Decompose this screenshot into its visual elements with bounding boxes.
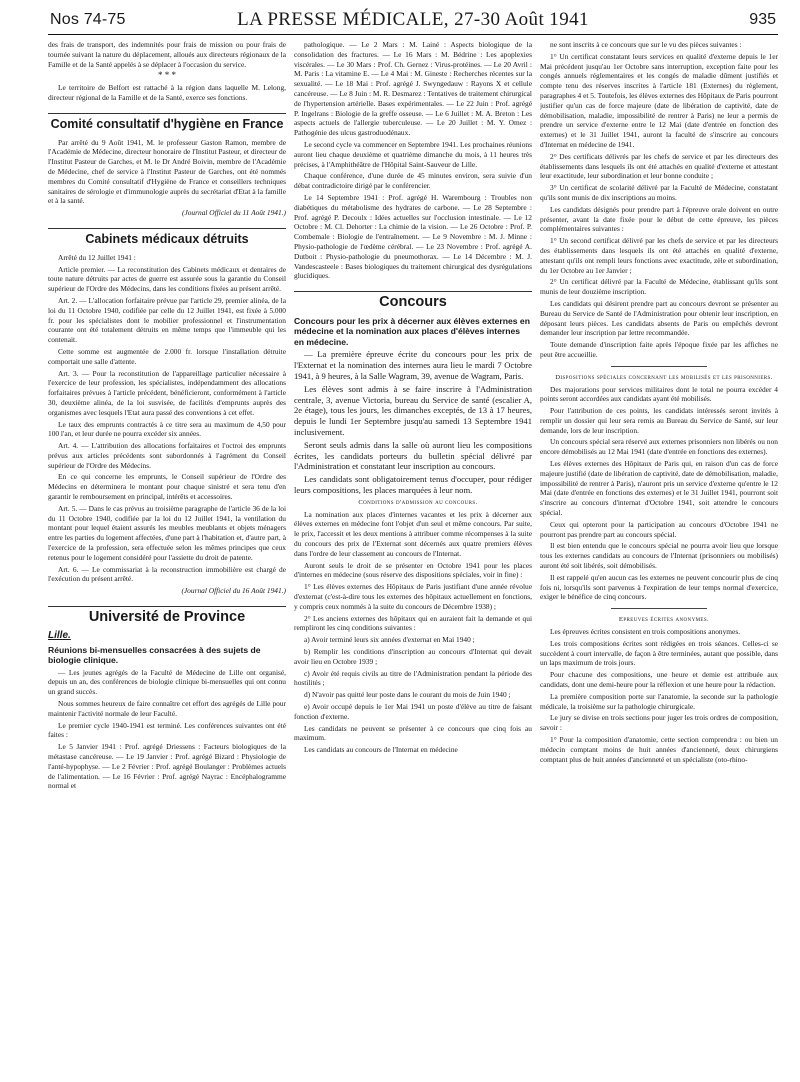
lille-program-paragraphs bbox=[294, 40, 532, 281]
paragraph: Les trois compositions écrites sont rédigées en trois séances. Celles-ci se succèdent à court intervalle, de façon à être terminées, autant que possible, dans un laps maximum de trois jours. bbox=[540, 638, 778, 668]
paragraph: Toute demande d'inscription faite après l'époque fixée par les affiches ne peut être accueillie. bbox=[540, 340, 778, 359]
city-heading: Lille. bbox=[48, 629, 71, 641]
paragraph: 2° Des certificats délivrés par les chefs de service et par les directeurs des établissements dans lesquels ils ont été attachés en qualité d'externe et attestant leur exactitude, leur subordination et leur bonne conduite ; bbox=[540, 151, 778, 181]
page-number: 935 bbox=[749, 11, 776, 28]
paragraph: pathologique. — Le 2 Mars : M. Lainé : Aspects biologique de la consolidation des fractures. — Le 16 Mars : M. Bédrine : Les apoplexies viscérales. — Le 30 Mars : Prof. Ch. Gernez : Virus-protéines. — Le 20 Avril : M. Paris : La vitamine E. — Le 4 Mai : M. Gineste : Recherches récentes sur la sexualité. — Le 18 Mai : Prof. agrégé J. Swyngedauw : Rayons X et cellule cancéreuse. — Le 8 Juin : M. R. Desmarez : Tentatives de traitement chirurgical de l'hypertension artérielle. Bases expérimentales. — Le 22 Juin : Prof. agrégé P. Ingelrans : Biologie de la greffe osseuse. — Le 6 Juillet : M. A. Breton : Les aspects actuels de l'allergie tuberculeuse. — Le 20 Juillet : M. Y. Omez : Pathogénie des ulcus gastroduodénaux. bbox=[294, 40, 532, 138]
paragraph: Art. 5. — Dans le cas prévus au troisième paragraphe de l'article 36 de la loi du 11 Octobre 1940, codifiée par la loi du 12 Juillet 1941, la ventilation du montant pour lequel étaient assurés les meubles meublants et objets ménagers entre les parties du logement affectées, d'une part à l'habitation et, d'autre part, à l'exercice de la profession, sera effectuée selon les mêmes principes que ceux retenus pour le logement considéré pour l'assiette du droit de patente. bbox=[48, 503, 286, 562]
paragraph: Le jury se divise en trois sections pour juger les trois ordres de composition, savoir : bbox=[540, 713, 778, 733]
paragraph: Le taux des emprunts contractés à ce titre sera au maximum de 4,50 pour 100 l'an, et leur durée ne pourra excéder six années. bbox=[48, 419, 286, 439]
issue-number: Nos 74-75 bbox=[50, 11, 126, 28]
text-columns bbox=[48, 40, 778, 1074]
inscription-paragraphs bbox=[540, 40, 778, 360]
paragraph: d) N'avoir pas quitté leur poste dans le courant du mois de Juin 1940 ; bbox=[304, 690, 511, 700]
paragraph: Le 14 Septembre 1941 : Prof. agrégé H. Warembourg : Troubles non diabétiques du métabolisme des hydrates de carbone. — Le 28 Septembre : Prof. agrégé P. Decoulx : Idées actuelles sur l'occlusion intestinale. — Le 12 Octobre : M. Cl. Dehorter : La chimie de la vision. — Le 26 Octobre : Prof. P. Combemale : Biologie de l'entraînement. — Le 9 Novembre : M. J. Minne : Physio-pathologie de l'œdème cérébral. — Le 23 Novembre : Prof. agrégé A. Dutboit : Physio-pathologie du pneumothorax. — Le 14 Décembre : M. J. Vandescasteele : Bases biologiques du traitement chirurgical des dysrégulations glucidiques. bbox=[294, 192, 532, 281]
paragraph: 2° Un certificat délivré par la Faculté de Médecine, établissant qu'ils sont munis de leur douzième inscription. bbox=[540, 277, 778, 297]
column-3 bbox=[540, 40, 778, 1074]
paragraph: Des majorations pour services militaires dont le total ne pourra excéder 4 points seront accordées aux candidats ayant été mobilisés. bbox=[540, 384, 778, 404]
paragraph: Chaque conférence, d'une durée de 45 minutes environ, sera suivie d'un débat contradictoire dirigé par le conférencier. bbox=[294, 171, 532, 191]
paragraph: Seront seuls admis dans la salle où auront lieu les compositions écrites, les candidats porteurs du bulletin spécial délivré par l'Administration et constatant leur inscription au concours. bbox=[294, 439, 532, 472]
divider bbox=[611, 366, 706, 367]
section-separator: * * * bbox=[158, 70, 176, 81]
paragraph: 3° Un certificat de scolarité délivré par la Faculté de Médecine, constatant qu'ils sont munis de dix inscriptions au moins. bbox=[540, 183, 778, 202]
paragraph: a) Avoir terminé leurs six années d'externat en Mai 1940 ; bbox=[304, 635, 475, 645]
paragraph: des frais de transport, des indemnités pour frais de mission ou pour frais de tournée suivant la nature du déplacement, alloués aux directeurs régionaux de la Famille et de la Santé appelés à se déplacer à l'occasion du service. bbox=[48, 40, 286, 69]
paragraph: La nomination aux places d'internes vacantes et les prix à décerner aux élèves externes en médecine font l'objet d'un seul et même concours. Par suite, le prix, l'accessit et les deux mentions à attribuer comme récompenses à la suite du concours des prix de l'Externat sont décernés aux quatre premiers élèves dans l'ordre de leur classement au concours de l'Internat. bbox=[294, 509, 532, 558]
paragraph: Les élèves sont admis à se faire inscrire à l'Administration centrale, 3, avenue Victoria, bureau du Service de santé (escalier A, 2e étage), tous les jours, les dimanches exceptés, de 13 à 17 heures, depuis le lundi 1er Septembre jusqu'au samedi 13 Septembre 1941 inclusivement. bbox=[294, 383, 532, 437]
paragraph: Il est rappelé qu'en aucun cas les externes ne peuvent concourir plus de cinq fois ni, lorsqu'ils sont parvenus à l'expiration de leur temps normal d'exercice, exiger le bénéfice de cinq concours. bbox=[540, 572, 778, 602]
paragraph: Article premier. — La reconstitution des Cabinets médicaux et dentaires de toute nature détruits par actes de guerre est assurée sous la garantie du Conseil supérieur de l'Ordre des Médecins, dans les conditions fixées au présent arrêté. bbox=[48, 264, 286, 294]
paragraph: 1° Un certificat constatant leurs services en qualité d'externe depuis le 1er Mai précédent jusqu'au 1er Octobre sans interruption, exception faite pour les congés annuels réglementaires et les congés de maladie dûment justifiés et compte tenu des réserves inscrites à l'article 181 (Externes) du règlement, paragraphes 4 et 5. Toutefois, les élèves externes des Hôpitaux de Paris pourront justifier qu'un cas de force majeure (date de libération de captivité, date de démobilisation, maladie, impossibilité de rentrer à Paris) ne leur a permis de prendre un service d'externe entre le 12 Mai (date d'entrée en fonction des externes) et le 31 Juillet 1941, auront la faculté de s'inscrire au concours d'Internat en médecine de 1941. bbox=[540, 51, 778, 149]
paragraph: 1° Les élèves externes des Hôpitaux de Paris justifiant d'une année révolue d'externat (c'est-à-dire tous les externes des hôpitaux actuellement en fonctions, y compris ceux nommés à la suite du concours de Décembre 1938) ; bbox=[294, 582, 532, 611]
paragraph: Art. 3. — Pour la reconstitution de l'appareillage particulier nécessaire à l'exercice de leur profession, les spécialistes, indépendamment des allocations forfaitaires prévues à l'article précédent, bénéficieront, conformément à l'article 30, deuxième alinéa, de la loi susvisée, de facilités d'emprunts auprès des organismes avec lesquels l'Etat aura passé des conventions à cet effet. bbox=[48, 368, 286, 417]
paragraph: Les épreuves écrites consistent en trois compositions anonymes. bbox=[550, 627, 741, 637]
paragraph: Art. 2. — L'allocation forfaitaire prévue par l'article 29, premier alinéa, de la loi du 11 Octobre 1940, codifiée par celle du 12 Juillet 1941, est fixée à 5.000 fr. pour les spécialistes dont le mobilier professionnel et l'instrumentation courante ont été totalement détruits en même temps que l'immeuble qui les contenait. bbox=[48, 295, 286, 345]
paragraph: Pour l'attribution de ces points, les candidats intéressés seront invités à remplir un dossier qui leur sera remis au Bureau du Service de Santé, sur leur demande, lors de leur inscription. bbox=[540, 406, 778, 435]
paragraph: Le second cycle va commencer en Septembre 1941. Les prochaines réunions auront lieu chaque deuxième et quatrième dimanche du mois, à 11 heures très précises, à l'Amphithéâtre de l'Hôpital Saint-Sauveur de Lille. bbox=[294, 139, 532, 169]
dispositions-paragraphs bbox=[540, 385, 778, 603]
paragraph: Cette somme est augmentée de 2.000 fr. lorsque l'installation détruite comportait une salle d'attente. bbox=[48, 346, 286, 366]
paragraph: 2° Les anciens externes des hôpitaux qui en auraient fait la demande et qui rempliront les cinq conditions suivantes : bbox=[294, 613, 532, 633]
paragraph: b) Remplir les conditions d'inscription au concours d'Internat qui devait avoir lieu en Octobre 1939 ; bbox=[294, 646, 532, 666]
lille-paragraphs bbox=[48, 668, 286, 792]
article-lead: Réunions bi-mensuelles consacrées à des sujets de biologie clinique. bbox=[48, 644, 261, 666]
paragraph: Les candidats désignés pour prendre part à l'épreuve orale doivent en outre présenter, avant la date fixée pour le début de cette épreuve, les pièces complémentaires suivantes : bbox=[540, 204, 778, 234]
paragraph: Le territoire de Belfort est rattaché à la région dans laquelle M. Lelong, directeur régional de la Famille et de la Santé, exerce ses fonctions. bbox=[48, 83, 286, 102]
concours-paragraphs bbox=[294, 349, 532, 495]
paragraph: 1° Pour la composition d'anatomie, cette section comprendra : ou bien un médecin comptant moins de huit années d'ancienneté, deux chirurgiens comptant plus de huit années d'ancienneté et un spécialiste (oto-rhino- bbox=[540, 735, 778, 764]
subsection-heading: Dispositions spéciales concernant les mobilisés et les prisonniers. bbox=[555, 373, 773, 381]
section-title-concours: Concours bbox=[294, 291, 532, 308]
conditions-paragraphs bbox=[294, 510, 532, 755]
subsection-heading: Epreuves écrites anonymes. bbox=[618, 616, 710, 624]
column-2 bbox=[294, 40, 532, 1074]
paragraph: Il est bien entendu que le concours spécial ne pourra avoir lieu que lorsque tous les externes candidats au concours de l'Internat (prisonniers ou mobilisés) auront été soit libérés, soit démobilisés. bbox=[540, 541, 778, 571]
paragraph: ne sont inscrits à ce concours que sur le vu des pièces suivantes : bbox=[550, 40, 742, 49]
paragraph: Nous sommes heureux de faire connaître cet effort des agrégés de Lille pour maintenir l'activité normale de leur Faculté. bbox=[48, 699, 286, 718]
paragraph: Arrêté du 12 Juillet 1941 : bbox=[58, 252, 136, 262]
section-title-cabinets: Cabinets médicaux détruits bbox=[48, 228, 286, 245]
paragraph: Les candidats sont obligatoirement tenus d'occuper, pour rédiger leurs compositions, les places marquées à leur nom. bbox=[294, 474, 532, 495]
paragraph: Le premier cycle 1940-1941 est terminé. Les conférences suivantes ont été faites : bbox=[48, 720, 286, 740]
paragraph: e) Avoir occupé depuis le 1er Mai 1941 un poste d'élève au titre de faisant fonction d'externe. bbox=[294, 701, 532, 721]
paragraph: Les candidats au concours de l'Internat en médecine bbox=[304, 745, 458, 755]
column-1 bbox=[48, 40, 286, 1074]
paragraph: 1° Un second certificat délivré par les chefs de service et par les directeurs des établissements dans lesquels ils ont été attachés en qualité d'externe, attestant qu'ils ont rempli leurs fonctions avec exactitude, zèle et subordination, du 1er Octobre au 1er Janvier ; bbox=[540, 236, 778, 275]
cabinets-paragraphs bbox=[48, 253, 286, 585]
paragraph: Ceux qui opteront pour la participation au concours d'Octobre 1941 ne pourront pas prendre part au concours spécial. bbox=[540, 519, 778, 539]
paragraph: Par arrêté du 9 Août 1941, M. le professeur Gaston Ramon, membre de l'Académie de Médecine, directeur honoraire de l'Institut Pasteur, et directeur de l'Institut Pasteur de Garches, et M. le Dr André Boivin, membre de l'Académie de Médecine, chef de service à l'Institut Pasteur de Garches, ont été nommés membres du Comité consultatif d'Hygiène de France et conseillers techniques sanitaires de sérologie et d'immunologie auprès du secrétariat d'Etat à la famille et à la santé. bbox=[48, 137, 286, 206]
section-title-universite: Université de Province bbox=[48, 606, 286, 623]
source-citation: (Journal Officiel du 11 Août 1941.) bbox=[181, 208, 286, 218]
paragraph: Le 5 Janvier 1941 : Prof. agrégé Driessens : Facteurs biologiques de la métastase cancéreuse. — Le 19 Janvier : Prof. agrégé Bizard : Physiologie de l'anté-hypophyse. — Le 2 Février : Prof. agrégé Boulanger : Problèmes actuels de l'alimentation. — Le 16 Février : Prof. agrégé Nayrac : Encéphalogramme normal et bbox=[48, 742, 286, 791]
source-citation: (Journal Officiel du 16 Août 1941.) bbox=[181, 586, 286, 596]
paragraph: — Les jeunes agrégés de la Faculté de Médecine de Lille ont organisé, depuis un an, des conférences de biologie clinique bi-mensuelles qui ont connu un grand succès. bbox=[48, 667, 286, 697]
divider bbox=[611, 608, 706, 609]
paragraph: c) Avoir été requis civils au titre de l'Administration pendant la période des hostilités ; bbox=[294, 668, 532, 688]
section-title-comite: Comité consultatif d'hygiène en France bbox=[48, 113, 286, 130]
paragraph: Art. 4. — L'attribution des allocations forfaitaires et l'octroi des emprunts prévus aux articles précédents sont subordonnés à l'agrément du Conseil supérieur de l'Ordre des Médecins. bbox=[48, 441, 286, 470]
paragraph: Pour chacune des compositions, une heure et demie est attribuée aux candidats, dont une demi-heure pour la réflexion et une heure pour la rédaction. bbox=[540, 670, 778, 690]
paragraph: Auront seuls le droit de se présenter en Octobre 1941 pour les places d'internes en médecine (sous réserve des dispositions spéciales, voir in fine) : bbox=[294, 560, 532, 580]
paragraph: Un concours spécial sera réservé aux externes prisonniers non libérés ou non encore démobilisés au 12 Mai 1941 (date d'entrée en fonctions des externes). bbox=[540, 437, 778, 457]
paragraph: Les élèves externes des Hôpitaux de Paris qui, en raison d'un cas de force majeure justifié (date de libération de captivité, date de démobilisation, maladie, impossibilité de rentrer à Paris), n'auront pris un service d'externe qu'entre le 12 Mai (date d'entrée en fonctions des externes) et le 31 Juillet 1941, pourront soit s'inscrire au concours d'internat d'Octobre 1941, soit attendre le concours spécial. bbox=[540, 459, 778, 518]
paragraph: Art. 6. — Le commissariat à la reconstruction immobilière est chargé de l'exécution du présent arrêté. bbox=[48, 564, 286, 584]
paragraph: Les candidats ne peuvent se présenter à ce concours que cinq fois au maximum. bbox=[294, 723, 532, 743]
paragraph: La première composition porte sur l'anatomie, la seconde sur la pathologie médicale, la troisième sur la pathologie chirurgicale. bbox=[540, 691, 778, 711]
subsection-heading: Conditions d'admission au concours. bbox=[358, 498, 478, 506]
journal-title: LA PRESSE MÉDICALE, 27-30 Août 1941 bbox=[237, 9, 589, 30]
paragraph: — La première épreuve écrite du concours pour les prix de l'Externat et la nomination des internes aura lieu le mardi 7 Octobre 1941, à 9 heures, à la Salle Wagram, 39, avenue de Wagram, Paris. bbox=[294, 349, 532, 382]
running-header bbox=[48, 8, 778, 35]
paragraph: En ce qui concerne les emprunts, le Conseil supérieur de l'Ordre des Médecins en déterminera le montant pour chaque sinistré et sera tenu d'en garantir le remboursement en principal, intérêts et accessoires. bbox=[48, 472, 286, 502]
paragraph: Les candidats qui désirent prendre part au concours devront se présenter au Bureau du Service de Santé de l'Administration pour obtenir leur inscription, en déposant leurs pièces. Les candidats absents de Paris ou empêchés devront demander leur inscription par lettre recommandée. bbox=[540, 298, 778, 338]
epreuves-paragraphs bbox=[540, 627, 778, 764]
article-lead: Concours pour les prix à décerner aux élèves externes en médecine et la nomination aux places d'élèves internes en médecine. bbox=[294, 315, 530, 347]
